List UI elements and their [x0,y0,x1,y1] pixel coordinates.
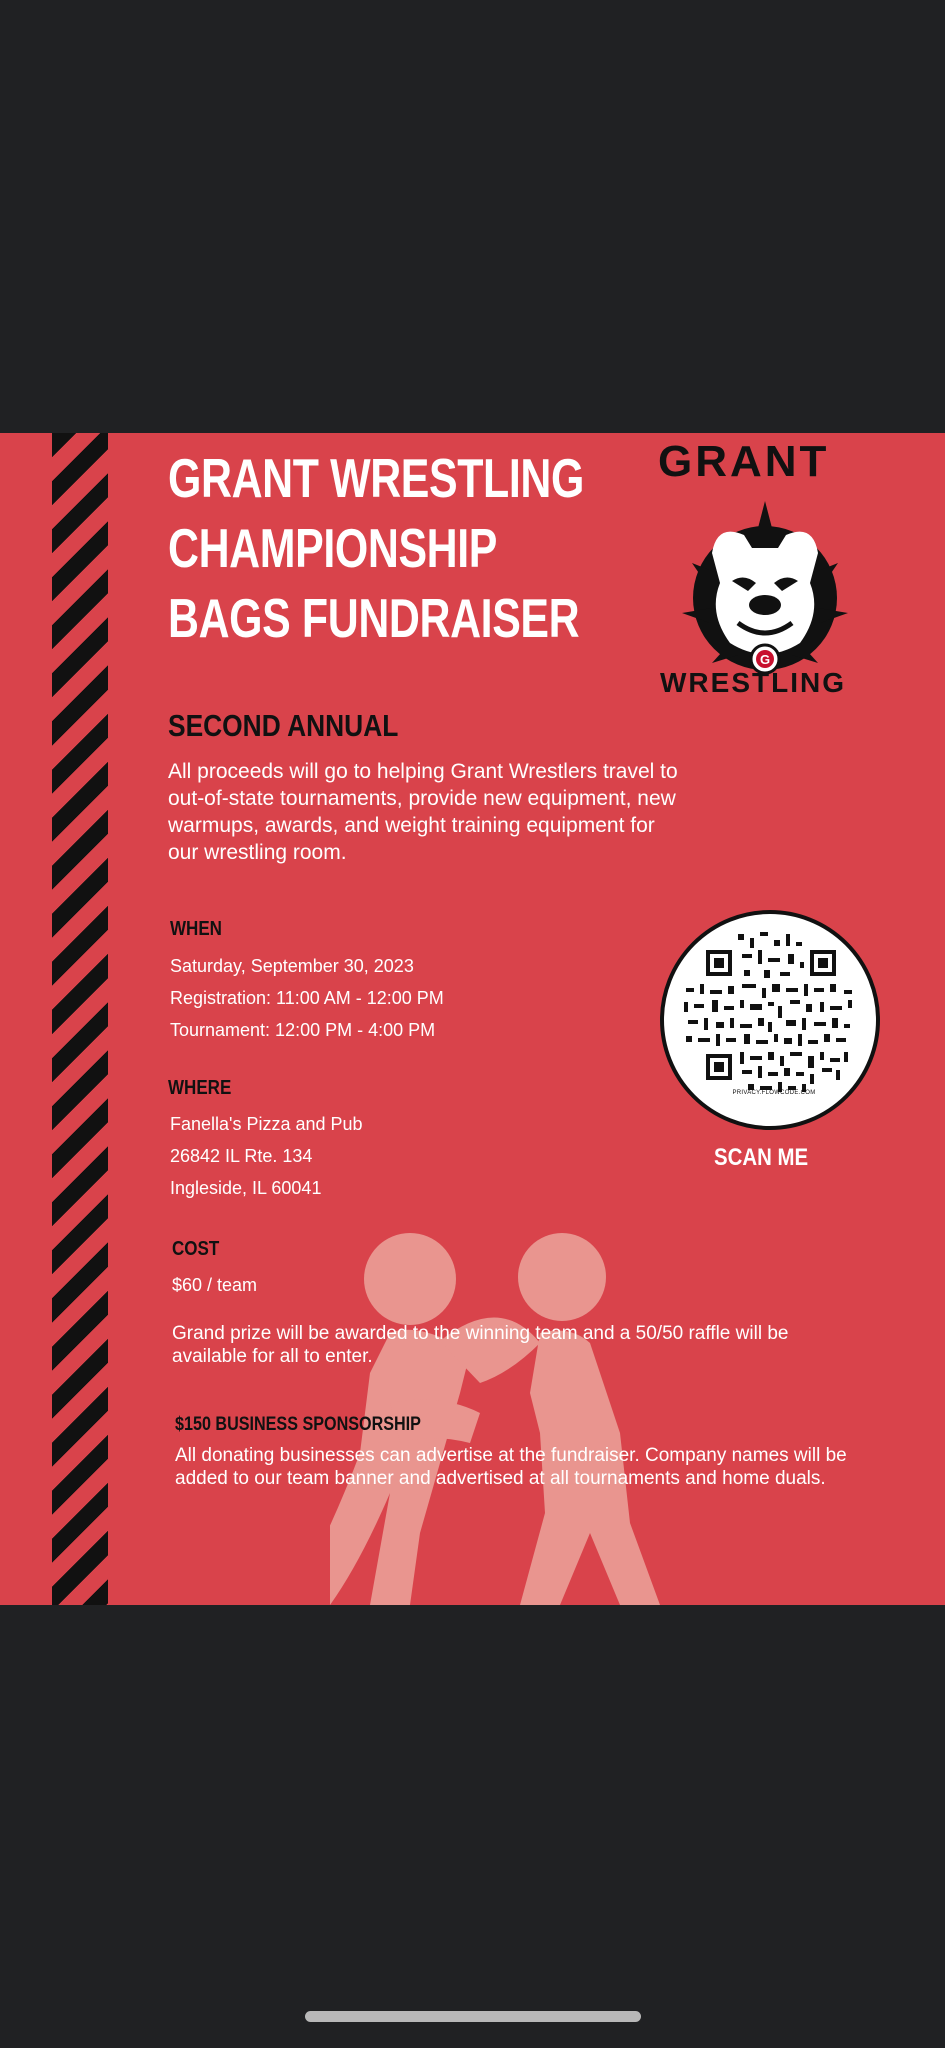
intro-paragraph: All proceeds will go to helping Grant Wrestlers travel to out-of-state tournaments, provide new equipment, new warmups, awards, and weight training equipment for our wrestling room. [168,760,678,864]
cost-heading: COST [172,1238,220,1260]
hazard-stripe-border [52,433,108,1605]
venue-street: 26842 IL Rte. 134 [170,1146,313,1166]
logo-grant-text: GRANT [658,437,830,486]
where-details [170,1108,363,1204]
qr-caption: PRIVACY.FLOWCODE.COM [732,1090,816,1096]
sponsorship-heading: $150 BUSINESS SPONSORSHIP [175,1414,421,1435]
event-date: Saturday, September 30, 2023 [170,956,414,976]
cost-price: $60 / team [172,1275,258,1295]
scan-me-label: SCAN ME [714,1144,809,1171]
logo-wrestling-text: WRESTLING [660,667,846,698]
bulldog-icon [672,493,858,693]
grand-prize-note: Grand prize will be awarded to the winning team and a 50/50 raffle will be available for all to enter. [172,1323,789,1367]
title-line-3: BAGS FUNDRAISER [168,587,580,649]
venue-name: Fanella's Pizza and Pub [170,1114,363,1134]
fundraiser-flyer [0,433,945,1605]
second-annual-heading: SECOND ANNUAL [168,708,399,743]
qr-code[interactable] [660,910,880,1130]
when-details [170,950,444,1046]
venue-city: Ingleside, IL 60041 [170,1178,322,1198]
flyer-title [168,443,584,653]
tournament-time: Tournament: 12:00 PM - 4:00 PM [170,1020,436,1040]
sponsorship-text: All donating businesses can advertise at the fundraiser. Company names will be added to our team banner and advertised at all tournaments and home duals. [175,1445,847,1489]
registration-time: Registration: 11:00 AM - 12:00 PM [170,988,444,1008]
svg-text:G: G [759,652,771,667]
title-line-1: GRANT WRESTLING [168,447,584,509]
when-heading: WHEN [170,918,222,940]
home-indicator[interactable] [305,2011,641,2022]
where-heading: WHERE [168,1077,232,1099]
title-line-2: CHAMPIONSHIP [168,517,498,579]
